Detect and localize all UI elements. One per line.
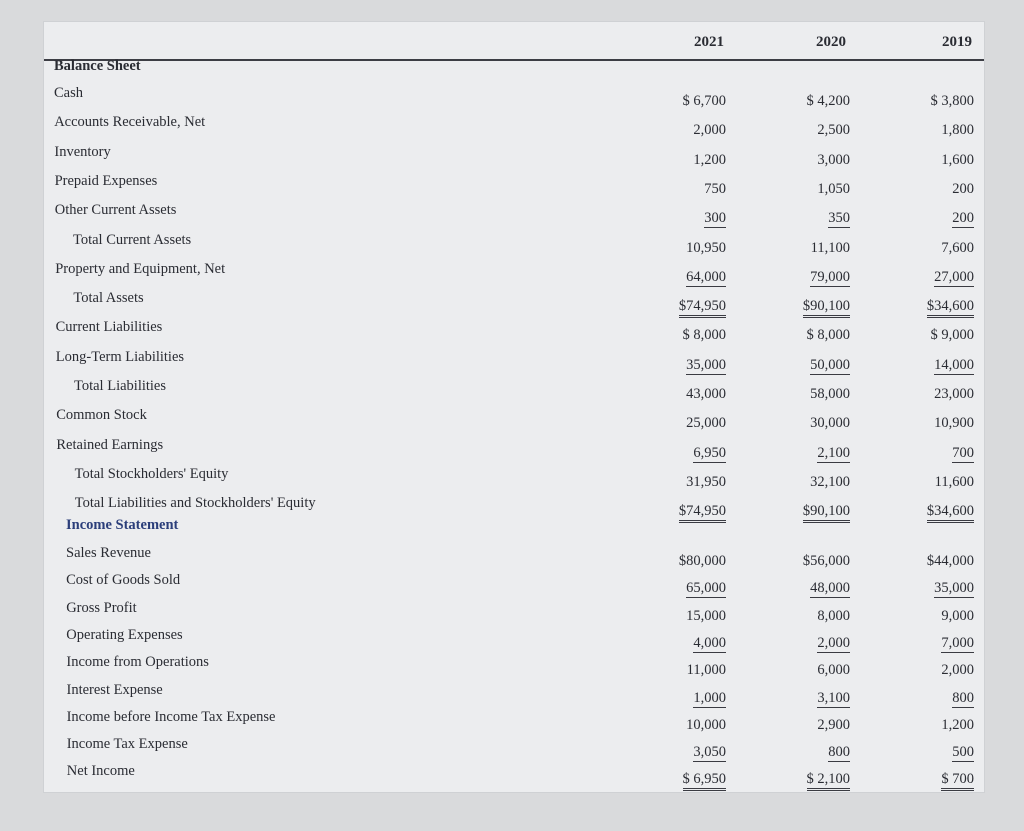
cell-value-2021: 25,000 — [686, 415, 726, 432]
value-cell — [770, 357, 850, 374]
value-cell — [894, 181, 974, 198]
cell-value-2020: $ 2,100 — [807, 771, 851, 791]
row-label: Income from Operations — [66, 654, 209, 671]
cell-value-2019: 10,900 — [934, 415, 974, 432]
row-label: Cost of Goods Sold — [66, 572, 181, 589]
row-label: Common Stock — [56, 407, 147, 424]
value-cell — [770, 415, 850, 432]
cell-value-2020: 58,000 — [810, 386, 850, 402]
value-cell — [646, 240, 726, 257]
row-label: Total Liabilities and Stockholders' Equity — [74, 495, 316, 512]
value-cell — [770, 744, 850, 761]
value-cell — [894, 152, 974, 169]
value-cell — [770, 445, 850, 462]
value-cell — [646, 181, 726, 198]
cell-value-2021: $ 6,700 — [682, 93, 726, 109]
cell-value-2021: 2,000 — [693, 122, 726, 139]
value-cell — [646, 662, 726, 679]
cell-value-2019: 7,000 — [941, 634, 974, 651]
value-cell — [894, 553, 974, 570]
value-cell — [646, 445, 726, 462]
cell-value-2021: 43,000 — [686, 386, 726, 402]
value-cell — [894, 474, 974, 491]
cell-value-2019: 200 — [952, 180, 974, 197]
value-cell — [770, 690, 850, 707]
cell-value-2019: 9,000 — [941, 607, 974, 624]
value-cell — [894, 415, 974, 432]
cell-value-2019: 35,000 — [934, 580, 974, 597]
row-label: Prepaid Expenses — [54, 172, 158, 189]
cell-value-2021: 31,950 — [686, 473, 726, 490]
cell-value-2020: 2,500 — [817, 122, 850, 139]
value-cell — [646, 210, 726, 227]
cell-value-2019: $ 9,000 — [930, 327, 974, 344]
value-cell — [894, 298, 974, 315]
value-cell — [646, 122, 726, 139]
cell-value-2020: 3,100 — [817, 689, 850, 706]
row-label: Sales Revenue — [66, 545, 151, 561]
cell-value-2020: 350 — [828, 210, 850, 227]
cell-value-2021: $74,950 — [679, 503, 726, 523]
value-cell — [894, 771, 974, 788]
value-cell — [894, 386, 974, 403]
row-label: Total Current Assets — [73, 231, 192, 248]
value-cell — [646, 744, 726, 761]
value-cell — [894, 662, 974, 679]
value-cell — [646, 771, 726, 788]
value-cell — [770, 503, 850, 520]
value-cell — [894, 240, 974, 257]
balance-sheet-title: Balance Sheet — [54, 58, 141, 74]
value-cell — [646, 690, 726, 707]
cell-value-2020: 3,000 — [817, 151, 850, 168]
value-cell — [770, 122, 850, 139]
value-cell — [646, 298, 726, 315]
value-cell — [646, 553, 726, 570]
row-label: Operating Expenses — [66, 626, 183, 643]
value-cell — [894, 503, 974, 520]
cell-value-2021: 6,950 — [693, 444, 726, 461]
value-cell — [646, 327, 726, 344]
value-cell — [646, 717, 726, 734]
cell-value-2019: 14,000 — [934, 356, 974, 373]
value-cell — [894, 744, 974, 761]
cell-value-2020: 79,000 — [810, 268, 850, 285]
row-label: Net Income — [66, 763, 135, 780]
value-cell — [894, 445, 974, 462]
cell-value-2020: 2,900 — [817, 716, 850, 733]
cell-value-2020: 48,000 — [810, 580, 850, 597]
row-label: Total Stockholders' Equity — [74, 465, 229, 482]
cell-value-2021: 10,000 — [686, 716, 726, 733]
cell-value-2021: 300 — [704, 210, 726, 227]
cell-value-2020: $ 4,200 — [806, 93, 850, 109]
value-cell — [770, 608, 850, 625]
value-cell — [894, 93, 974, 110]
row-label: Property and Equipment, Net — [55, 260, 226, 277]
year-header-2021: 2021 — [694, 34, 724, 50]
row-label: Cash — [54, 85, 83, 101]
cell-value-2019: 2,000 — [941, 662, 974, 679]
cell-value-2019: 7,600 — [941, 239, 974, 256]
cell-value-2021: 3,050 — [693, 744, 726, 761]
cell-value-2021: 750 — [704, 180, 726, 197]
header-rule — [44, 59, 984, 61]
value-cell — [770, 386, 850, 403]
year-header-2019: 2019 — [942, 34, 972, 50]
value-cell — [646, 386, 726, 403]
cell-value-2020: 2,100 — [817, 444, 850, 461]
cell-value-2021: $80,000 — [678, 553, 726, 569]
cell-value-2019: $44,000 — [926, 553, 974, 569]
cell-value-2019: 1,600 — [941, 151, 974, 168]
row-label: Retained Earnings — [56, 436, 164, 453]
cell-value-2020: 800 — [828, 744, 850, 761]
value-cell — [894, 357, 974, 374]
value-cell — [894, 717, 974, 734]
cell-value-2020: $ 8,000 — [806, 327, 850, 344]
row-label: Other Current Assets — [54, 202, 177, 219]
row-label: Long-Term Liabilities — [55, 348, 185, 365]
value-cell — [646, 635, 726, 652]
cell-value-2020: $90,100 — [803, 298, 850, 318]
value-cell — [646, 580, 726, 597]
cell-value-2020: 32,100 — [810, 473, 850, 490]
row-label: Income before Income Tax Expense — [66, 708, 276, 725]
value-cell — [770, 240, 850, 257]
cell-value-2021: $74,950 — [679, 298, 726, 318]
cell-value-2020: 2,000 — [817, 634, 850, 651]
cell-value-2019: 700 — [952, 444, 974, 461]
cell-value-2020: $56,000 — [802, 553, 850, 569]
value-cell — [894, 580, 974, 597]
value-cell — [770, 327, 850, 344]
cell-value-2019: 23,000 — [934, 386, 974, 402]
value-cell — [894, 690, 974, 707]
value-cell — [646, 152, 726, 169]
cell-value-2021: $ 8,000 — [682, 327, 726, 344]
cell-value-2021: 11,000 — [686, 662, 726, 679]
cell-value-2019: $34,600 — [927, 298, 974, 318]
value-cell — [770, 771, 850, 788]
value-cell — [770, 269, 850, 286]
value-cell — [894, 327, 974, 344]
year-header-2020: 2020 — [816, 34, 846, 50]
value-cell — [770, 662, 850, 679]
cell-value-2021: $ 6,950 — [683, 771, 727, 791]
cell-value-2021: 35,000 — [686, 356, 726, 373]
cell-value-2019: 800 — [952, 689, 974, 706]
cell-value-2021: 15,000 — [686, 607, 726, 624]
cell-value-2020: 50,000 — [810, 356, 850, 373]
cell-value-2019: $34,600 — [927, 503, 974, 523]
value-cell — [770, 580, 850, 597]
cell-value-2019: 200 — [952, 210, 974, 227]
value-cell — [894, 210, 974, 227]
cell-value-2020: 30,000 — [810, 415, 850, 432]
cell-value-2020: $90,100 — [803, 503, 850, 523]
value-cell — [770, 210, 850, 227]
value-cell — [646, 269, 726, 286]
value-cell — [894, 269, 974, 286]
cell-value-2021: 1,200 — [693, 151, 726, 168]
cell-value-2019: $ 3,800 — [930, 93, 974, 109]
value-cell — [646, 608, 726, 625]
cell-value-2020: 8,000 — [817, 607, 850, 624]
cell-value-2019: 1,200 — [941, 716, 974, 733]
value-cell — [770, 152, 850, 169]
cell-value-2021: 1,000 — [693, 689, 726, 706]
cell-value-2021: 10,950 — [686, 239, 726, 256]
value-cell — [646, 474, 726, 491]
value-cell — [770, 298, 850, 315]
row-label: Total Assets — [73, 290, 144, 307]
cell-value-2019: $ 700 — [941, 771, 974, 791]
cell-value-2019: 1,800 — [941, 122, 974, 139]
value-cell — [770, 635, 850, 652]
value-cell — [646, 415, 726, 432]
value-cell — [770, 474, 850, 491]
row-label: Income Tax Expense — [66, 736, 188, 753]
cell-value-2020: 1,050 — [817, 180, 850, 197]
value-cell — [894, 635, 974, 652]
row-label: Gross Profit — [66, 599, 137, 616]
row-label: Inventory — [54, 143, 111, 160]
cell-value-2019: 27,000 — [934, 268, 974, 285]
cell-value-2021: 64,000 — [686, 268, 726, 285]
cell-value-2019: 500 — [952, 744, 974, 761]
cell-value-2019: 11,600 — [934, 473, 974, 490]
value-cell — [770, 717, 850, 734]
cell-value-2021: 65,000 — [686, 580, 726, 597]
value-cell — [770, 93, 850, 110]
value-cell — [894, 122, 974, 139]
row-label: Accounts Receivable, Net — [54, 114, 206, 131]
cell-value-2020: 11,100 — [810, 239, 850, 256]
value-cell — [646, 357, 726, 374]
value-cell — [894, 608, 974, 625]
row-label: Interest Expense — [66, 681, 163, 698]
row-label: Total Liabilities — [74, 378, 167, 394]
cell-value-2021: 4,000 — [693, 634, 726, 651]
value-cell — [646, 503, 726, 520]
row-label: Current Liabilities — [55, 319, 163, 336]
financial-statements-sheet — [44, 22, 984, 792]
income-statement-title: Income Statement — [66, 517, 179, 533]
value-cell — [646, 93, 726, 110]
cell-value-2020: 6,000 — [817, 662, 850, 679]
value-cell — [770, 181, 850, 198]
value-cell — [770, 553, 850, 570]
